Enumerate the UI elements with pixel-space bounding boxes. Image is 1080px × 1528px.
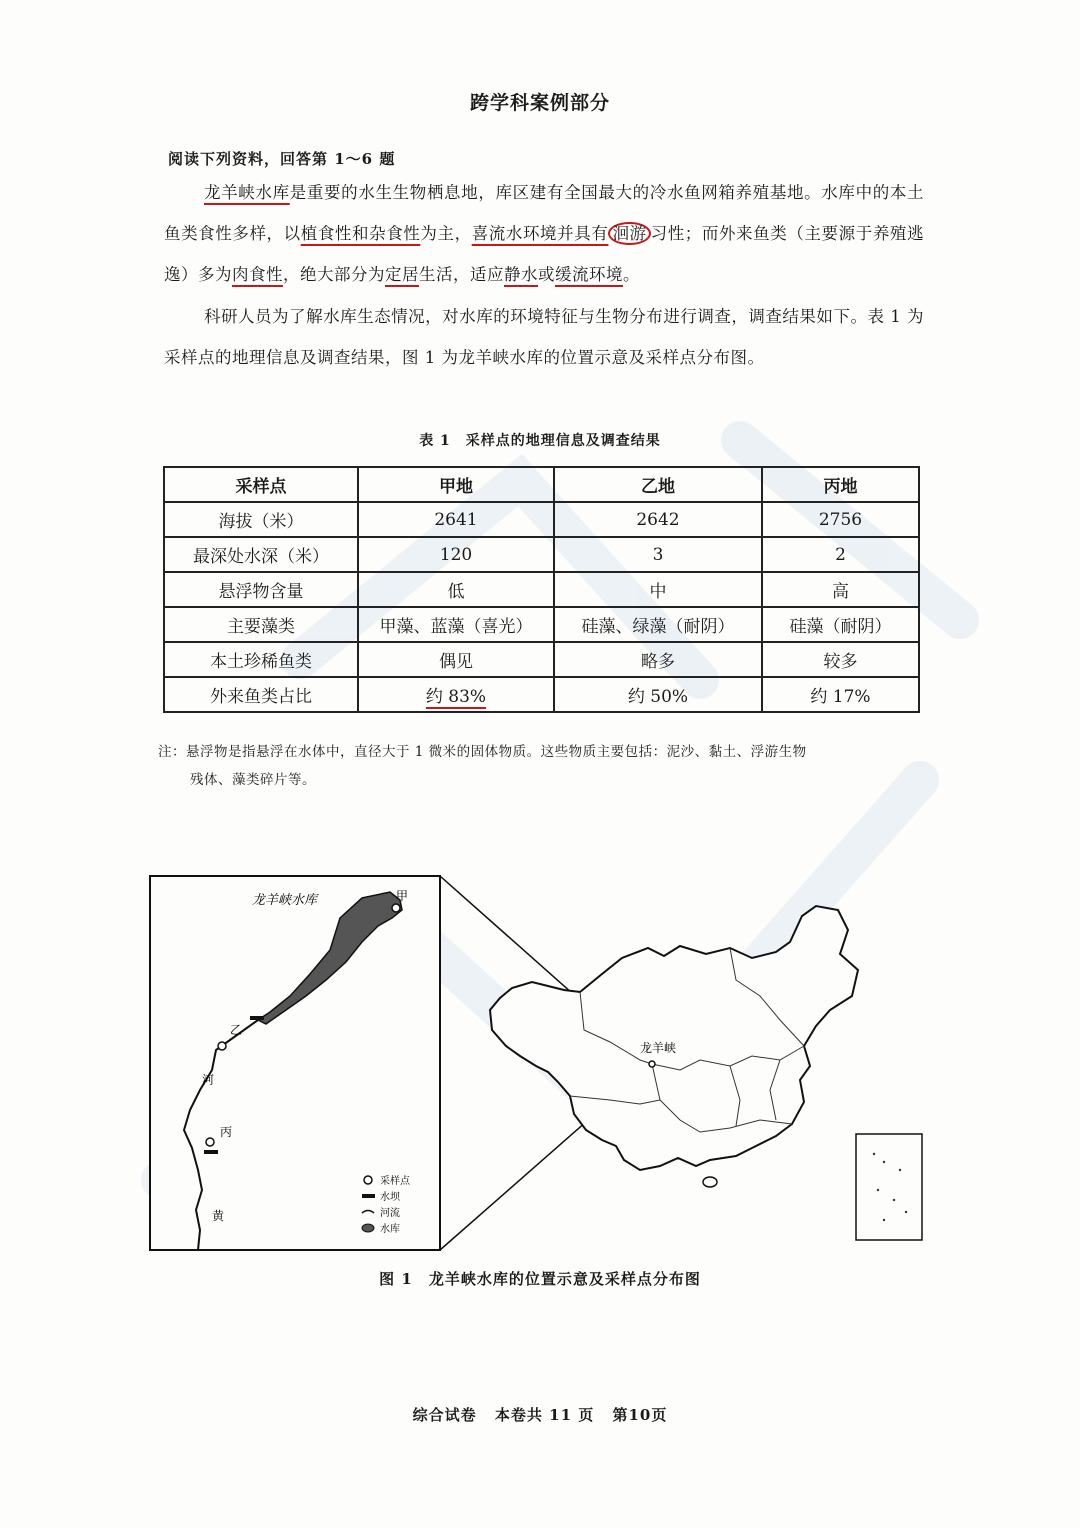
longyangxia-label: 龙羊峡: [640, 1041, 677, 1055]
table-cell: 中: [554, 572, 762, 607]
table-cell: 甲藻、蓝藻（喜光）: [358, 607, 554, 642]
table-row: [164, 502, 919, 537]
sampling-point-b: [218, 1042, 226, 1050]
sampling-point-c: [206, 1138, 214, 1146]
text-span: 为主，: [420, 224, 472, 243]
table-header-cell: 丙地: [762, 467, 919, 502]
table-cell: 2756: [762, 502, 919, 537]
table-cell: 硅藻、绿藻（耐阴）: [554, 607, 762, 642]
legend-item: 采样点: [380, 1176, 410, 1187]
text-span: 静水: [504, 265, 538, 284]
circled-text: 洄游: [608, 222, 650, 245]
table-cell: 约 50%: [554, 677, 762, 712]
point-c-label: 丙: [220, 1125, 233, 1139]
dam-marker: [250, 1016, 264, 1020]
figure-caption: 图 1 龙羊峡水库的位置示意及采样点分布图: [379, 1270, 701, 1288]
legend-reservoir-icon: [362, 1224, 374, 1232]
table-note: [158, 738, 928, 794]
text-span: 缓流环境: [555, 265, 623, 284]
longyangxia-point: [649, 1061, 655, 1067]
text-span: 植食性和杂食性: [300, 224, 421, 243]
dam-marker: [204, 1150, 218, 1154]
legend-dam-icon: [362, 1194, 375, 1198]
text-span: 生活，适应: [419, 265, 504, 284]
table-cell: 2642: [554, 502, 762, 537]
table-cell: 最深处水深（米）: [164, 537, 358, 572]
table-cell: 略多: [554, 642, 762, 677]
text-span: 或: [538, 265, 555, 284]
text-span: 定居: [385, 265, 419, 284]
table-cell: 120: [358, 537, 554, 572]
table-cell: 悬浮物含量: [164, 572, 358, 607]
text-span: 习性；而外来鱼类（主要源于养殖逃逸）多为: [164, 224, 925, 284]
table-row: [164, 677, 919, 712]
point-a-label: 甲: [396, 889, 409, 903]
text-span: 是重要的水生生物栖息地，库区建有全国最大的冷水鱼网箱养殖基地。水库中的本土鱼类食性多样，以: [164, 183, 925, 243]
table-row: [164, 642, 919, 677]
table-cell: 3: [554, 537, 762, 572]
table-cell: 本土珍稀鱼类: [164, 642, 358, 677]
hainan-island: [703, 1177, 717, 1187]
river-char: 黄: [212, 1209, 225, 1223]
page-footer: [0, 1404, 1080, 1425]
text-span: 肉食性: [232, 265, 283, 284]
table-cell: 较多: [762, 642, 919, 677]
legend-point-icon: [364, 1176, 372, 1184]
note-line: 注：悬浮物是指悬浮在水体中，直径大于 1 微米的固体物质。这些物质主要包括：泥沙、黏土、浮游生物: [158, 744, 807, 760]
text-span: 龙羊峡水库: [204, 183, 290, 202]
river-char: 河: [202, 1073, 215, 1087]
footer-page: 第10页: [612, 1406, 668, 1424]
paragraph-survey: 科研人员为了解水库生态情况，对水库的环境特征与生物分布进行调查，调查结果如下。表 1 为采样点的地理信息及调查结果，图 1 为龙羊峡水库的位置示意及采样点分布图。: [164, 307, 924, 367]
question-intro: 阅读下列资料，回答第 1～6 题: [168, 150, 396, 168]
table-cell: 偶见: [358, 642, 554, 677]
table-cell: 海拔（米）: [164, 502, 358, 537]
footer-exam: 综合试卷: [412, 1406, 477, 1424]
south-china-sea-inset: [856, 1134, 922, 1240]
table-row: [164, 607, 919, 642]
table-header-cell: 甲地: [358, 467, 554, 502]
survey-table: [163, 466, 920, 713]
underlined-value: 约 83%: [425, 687, 487, 707]
table-header-row: [164, 467, 919, 502]
legend-item: 河流: [380, 1208, 400, 1219]
table-cell: 高: [762, 572, 919, 607]
text-span: 。: [623, 265, 640, 284]
table-cell: 硅藻（耐阴）: [762, 607, 919, 642]
footer-total: 本卷共 11 页: [494, 1406, 595, 1424]
legend-item: 水库: [380, 1224, 400, 1235]
table-cell: 外来鱼类占比: [164, 677, 358, 712]
table-header-cell: 采样点: [164, 467, 358, 502]
sampling-point-a: [392, 904, 400, 912]
table-cell: 约 17%: [762, 677, 919, 712]
table-header-cell: 乙地: [554, 467, 762, 502]
table-cell: 2: [762, 537, 919, 572]
paragraph-reservoir: [164, 172, 924, 295]
table-cell: 低: [358, 572, 554, 607]
note-line: 残体、藻类碎片等。: [190, 772, 316, 788]
china-outline: [490, 906, 858, 1170]
table-caption: 表 1 采样点的地理信息及调查结果: [419, 433, 661, 449]
section-title: 跨学科案例部分: [469, 92, 610, 114]
text-span: ，绝大部分为: [283, 265, 385, 284]
legend-item: 水坝: [380, 1192, 400, 1203]
location-map-figure: [140, 870, 930, 1260]
inset-title: 龙羊峡水库: [252, 893, 318, 908]
text-span: 喜流水环境并具有: [471, 224, 609, 243]
table-row: [164, 537, 919, 572]
table-cell: [358, 677, 554, 712]
point-b-label: 乙: [230, 1023, 243, 1037]
table-cell: 主要藻类: [164, 607, 358, 642]
table-cell: 2641: [358, 502, 554, 537]
table-row: [164, 572, 919, 607]
